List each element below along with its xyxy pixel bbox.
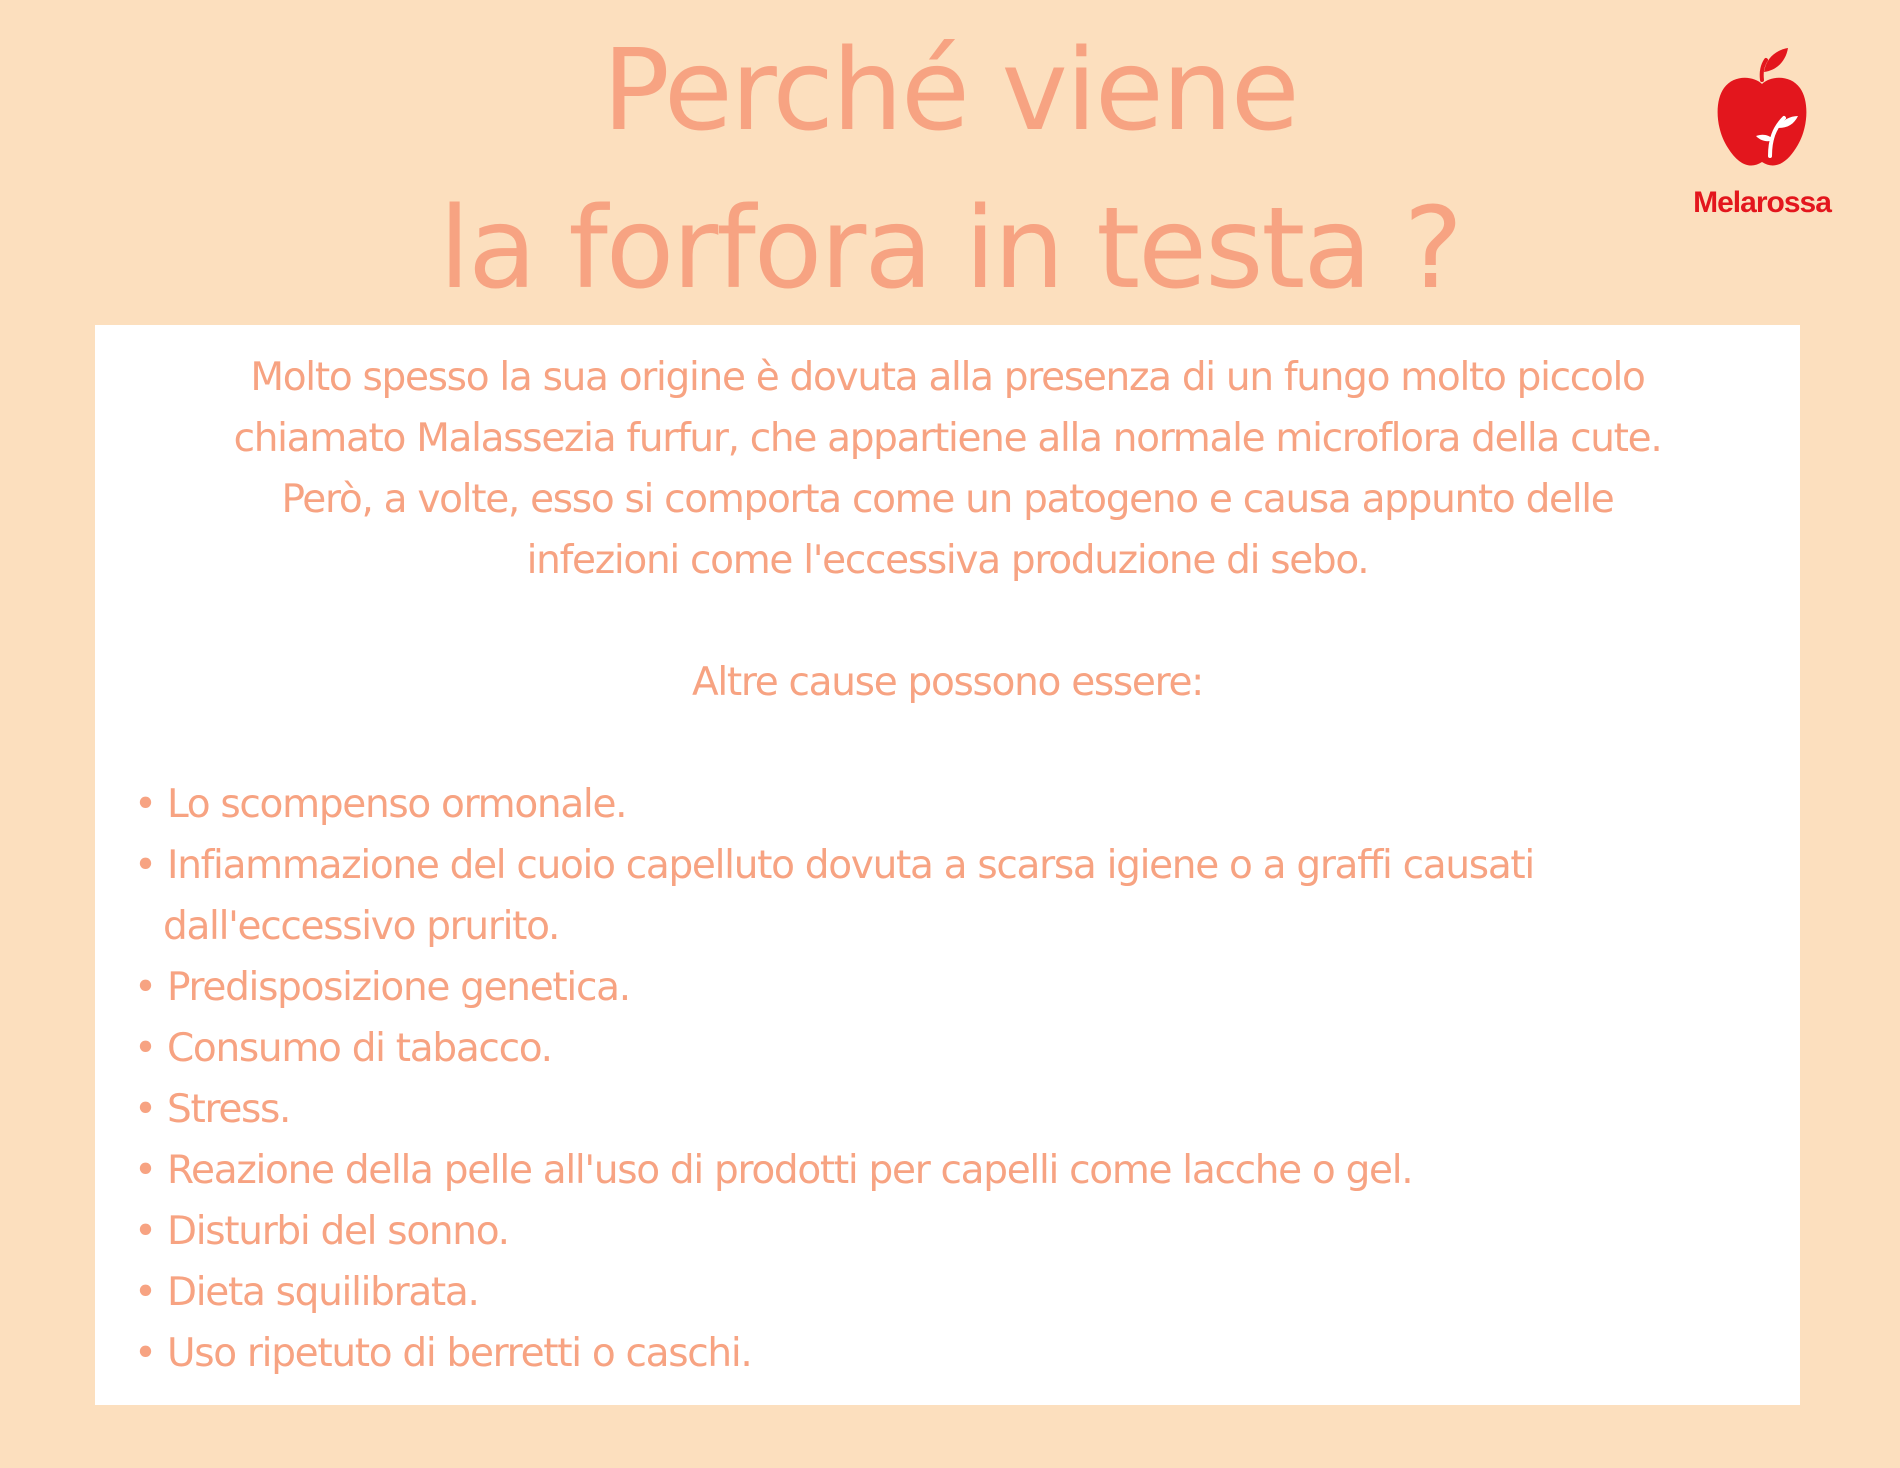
list-item-text: Infiammazione del cuoio capelluto dovuta a scarsa igiene o a graffi causati xyxy=(167,843,1534,888)
intro-line: infezioni come l'eccessiva produzione di sebo. xyxy=(526,538,1369,583)
intro-line: Molto spesso la sua origine è dovuta alla presenza di un fungo molto piccolo xyxy=(250,355,1645,400)
bullet-icon: • xyxy=(134,782,156,827)
bullet-icon: • xyxy=(134,965,156,1010)
title-line-1: Perché viene xyxy=(602,26,1298,156)
list-item-text: Uso ripetuto di berretti o caschi. xyxy=(167,1331,752,1376)
causes-list xyxy=(95,774,1800,1384)
bullet-icon: • xyxy=(134,1270,156,1315)
page-title xyxy=(340,12,1560,328)
list-item-text: Dieta squilibrata. xyxy=(167,1270,479,1315)
bullet-icon: • xyxy=(134,1087,156,1132)
apple-icon xyxy=(1712,44,1812,174)
list-item-text-continued: dall'eccessivo prurito. xyxy=(163,904,560,949)
list-item-text: Disturbi del sonno. xyxy=(167,1209,509,1254)
intro-line: chiamato Malassezia furfur, che appartiene alla normale microflora della cute. xyxy=(233,416,1662,461)
bullet-icon: • xyxy=(134,843,156,888)
list-item xyxy=(95,835,1800,957)
intro-paragraph xyxy=(95,347,1800,591)
list-item-text: Reazione della pelle all'uso di prodotti per capelli come lacche o gel. xyxy=(167,1148,1413,1193)
list-item xyxy=(95,1201,1800,1262)
list-item xyxy=(95,1262,1800,1323)
list-item-text: Consumo di tabacco. xyxy=(167,1026,552,1071)
list-item xyxy=(95,1140,1800,1201)
list-item-text: Lo scompenso ormonale. xyxy=(167,782,627,827)
bullet-icon: • xyxy=(134,1148,156,1193)
bullet-icon: • xyxy=(134,1209,156,1254)
list-item xyxy=(95,957,1800,1018)
list-item xyxy=(95,1018,1800,1079)
bullet-icon: • xyxy=(134,1331,156,1376)
melarossa-logo[interactable] xyxy=(1672,44,1852,234)
causes-heading: Altre cause possono essere: xyxy=(691,660,1204,705)
content-card xyxy=(95,325,1800,1405)
logo-wordmark: Melarossa xyxy=(1693,186,1831,219)
intro-line: Però, a volte, esso si comporta come un patogeno e causa appunto delle xyxy=(281,477,1614,522)
bullet-icon: • xyxy=(134,1026,156,1071)
list-item xyxy=(95,1323,1800,1384)
list-item xyxy=(95,774,1800,835)
list-item-text: Stress. xyxy=(167,1087,291,1132)
list-item-text: Predisposizione genetica. xyxy=(167,965,630,1010)
list-item xyxy=(95,1079,1800,1140)
title-line-2: la forfora in testa ? xyxy=(438,184,1462,314)
